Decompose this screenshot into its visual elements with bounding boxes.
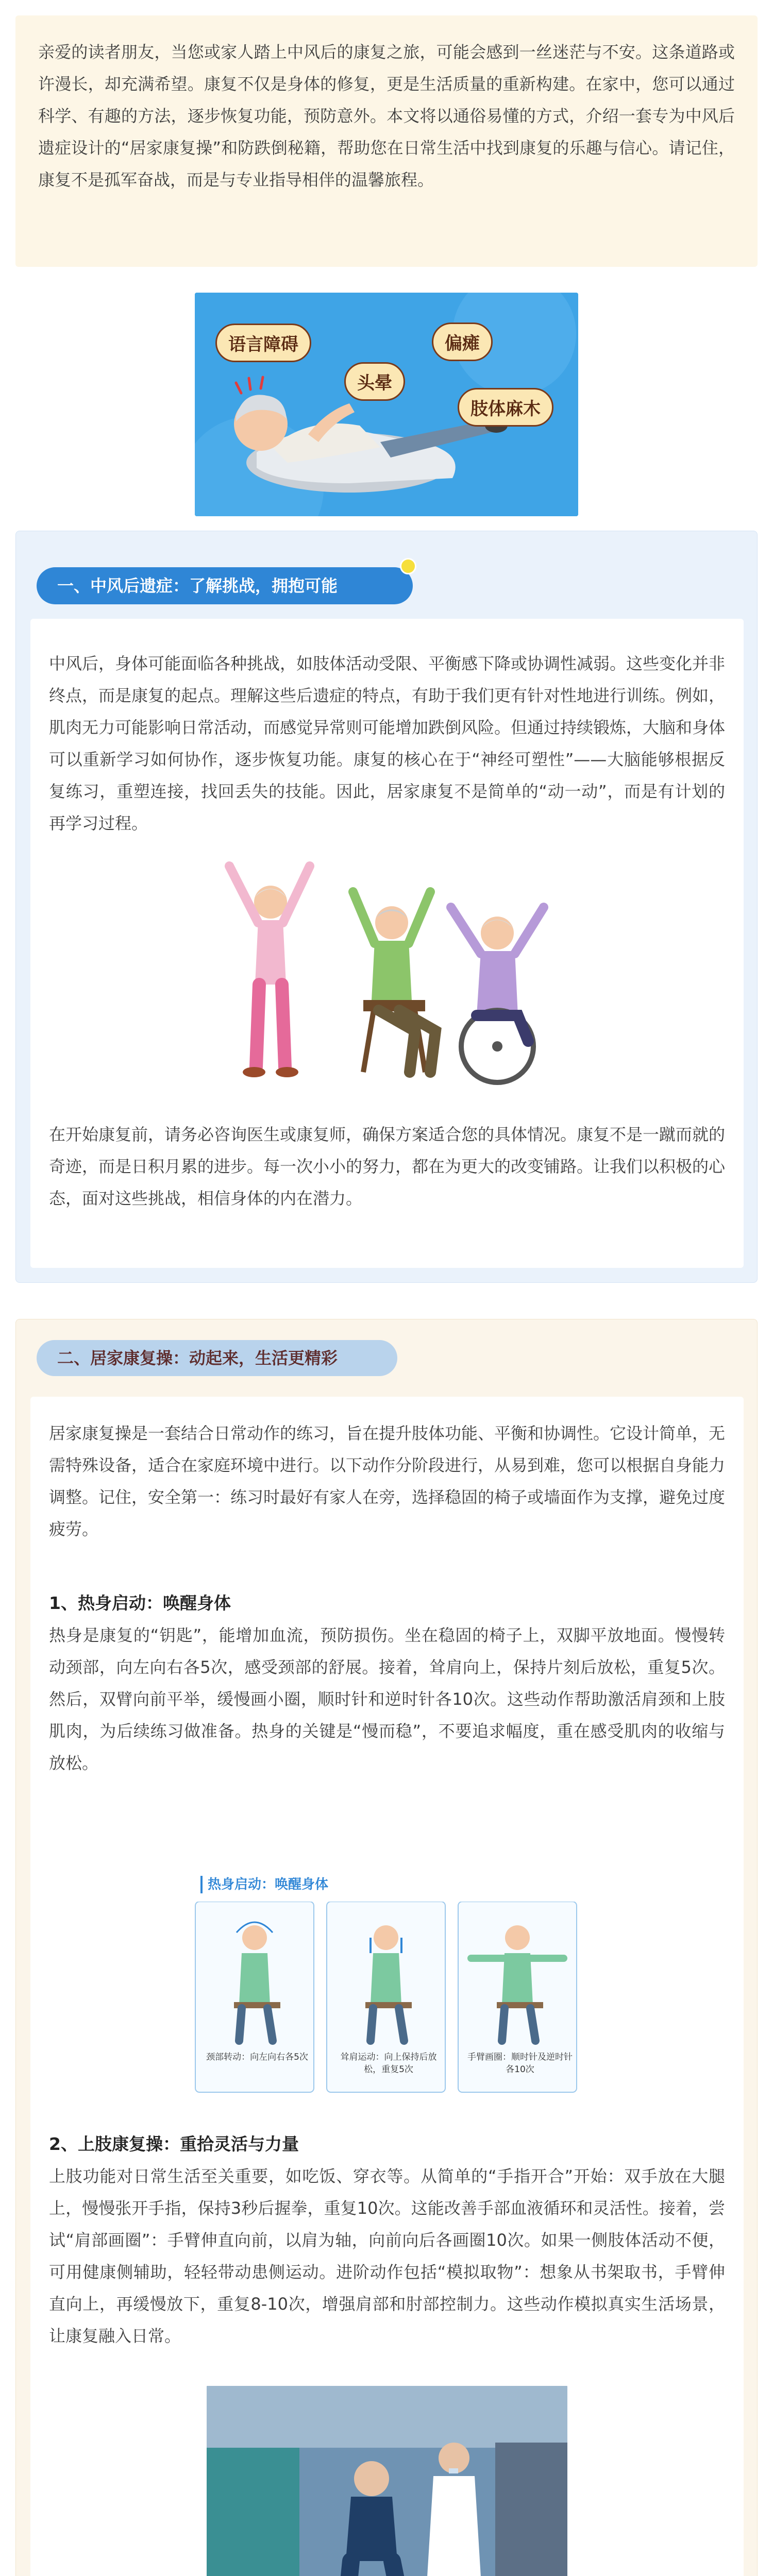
seniors-exercising-illustration xyxy=(209,845,569,1093)
section2-title: 二、居家康复操：动起来，生活更精彩 xyxy=(37,1340,397,1376)
section-home-exercises xyxy=(15,1319,758,2576)
warmup-caption-2: 耸肩运动：向上保持后放松，重复5次 xyxy=(340,2052,437,2075)
section1-title: 一、中风后遗症：了解挑战，拥抱可能 xyxy=(37,567,413,604)
warmup-figure xyxy=(190,1876,582,2097)
symptom-tag-speech: 语言障碍 xyxy=(215,324,311,362)
warmup-figure-title: 热身启动：唤醒身体 xyxy=(208,1877,329,1892)
symptom-tag-dizziness: 头晕 xyxy=(344,362,405,401)
section-challenges xyxy=(15,531,758,1283)
warmup-heading: 1、热身启动：唤醒身体 xyxy=(49,1593,231,1613)
warmup-text: 热身是康复的“钥匙”，能增加血流，预防损伤。坐在稳固的椅子上，双脚平放地面。慢慢转动颈部，向左向右各5次，感受颈部的舒展。接着，耸肩向上，保持片刻后放松，重复5次。然后，双臂向前平举，缓慢画小圈，顺时针和逆时针各10次。这些动作帮助激活肩颈和上肢肌肉，为后续练习做准备。热身的关键是“慢而稳”，不要追求幅度，重在感受肌肉的收缩与放松。 xyxy=(49,1625,725,1773)
symptom-tag-numbness: 肢体麻木 xyxy=(458,388,553,427)
upper-limb-text: 上肢功能对日常生活至关重要，如吃饭、穿衣等。从简单的“手指开合”开始：双手放在大腿上，慢慢张开手指，保持3秒后握拳，重复10次。这能改善手部血液循环和灵活性。接着，尝试“肩部画圈”：手臂伸直向前，以肩为轴，向前向后各画圈10次。如果一侧肢体活动不便，可用健康侧辅助，轻轻带动患侧运动。进阶动作包括“模拟取物”：想象从书架取书，手臂伸直向上，再缓慢放下，重复8-10次，增强肩部和肘部控制力。这些动作模拟真实生活场景，让康复融入日常。 xyxy=(49,2166,725,2346)
figure-title-bar xyxy=(200,1876,203,1893)
section1-card xyxy=(30,619,744,1268)
intro-box xyxy=(15,15,758,267)
decorative-dot xyxy=(400,558,416,574)
section2-card xyxy=(30,1397,744,2576)
section1-paragraph-1: 中风后，身体可能面临各种挑战，如肢体活动受限、平衡感下降或协调性减弱。这些变化并非终点，而是康复的起点。理解这些后遗症的特点，有助于我们更有针对性地进行训练。例如，肌肉无力可能影响日常活动，而感觉异常则可能增加跌倒风险。但通过持续锻炼，大脑和身体可以重新学习如何协作，逐步恢复功能。康复的核心在于“神经可塑性”——大脑能够根据反复练习，重塑连接，找回丢失的技能。因此，居家康复不是简单的“动一动”，而是有计划的再学习过程。 xyxy=(49,654,726,833)
warmup-caption-3: 手臂画圈：顺时针及逆时针各10次 xyxy=(467,2052,573,2075)
intro-text: 亲爱的读者朋友，当您或家人踏上中风后的康复之旅，可能会感到一丝迷茫与不安。这条道路或许漫长，却充满希望。康复不仅是身体的修复，更是生活质量的重新构建。在家中，您可以通过科学、有趣的方法，逐步恢复功能，预防意外。本文将以通俗易懂的方式，介绍一套专为中风后遗症设计的“居家康复操”和防跌倒秘籍，帮助您在日常生活中找到康复的乐趣与信心。请记住，康复不是孤军奋战，而是与专业指导相伴的温馨旅程。 xyxy=(38,42,735,190)
warmup-caption-1: 颈部转动：向左向右各5次 xyxy=(206,2052,308,2062)
upper-limb-photo xyxy=(207,2386,567,2576)
hero-illustration xyxy=(195,293,578,516)
section2-intro: 居家康复操是一套结合日常动作的练习，旨在提升肢体功能、平衡和协调性。它设计简单，无需特殊设备，适合在家庭环境中进行。以下动作分阶段进行，从易到难，您可以根据自身能力调整。记住，安全第一：练习时最好有家人在旁，选择稳固的椅子或墙面作为支撑，避免过度疲劳。 xyxy=(49,1423,726,1539)
section1-paragraph-2: 在开始康复前，请务必咨询医生或康复师，确保方案适合您的具体情况。康复不是一蹴而就的奇迹，而是日积月累的进步。每一次小小的努力，都在为更大的改变铺路。让我们以积极的心态，面对这些挑战，相信身体的内在潜力。 xyxy=(49,1125,726,1208)
upper-limb-heading: 2、上肢康复操：重拾灵活与力量 xyxy=(49,2134,299,2154)
symptom-tag-hemiplegia: 偏瘫 xyxy=(432,323,493,361)
